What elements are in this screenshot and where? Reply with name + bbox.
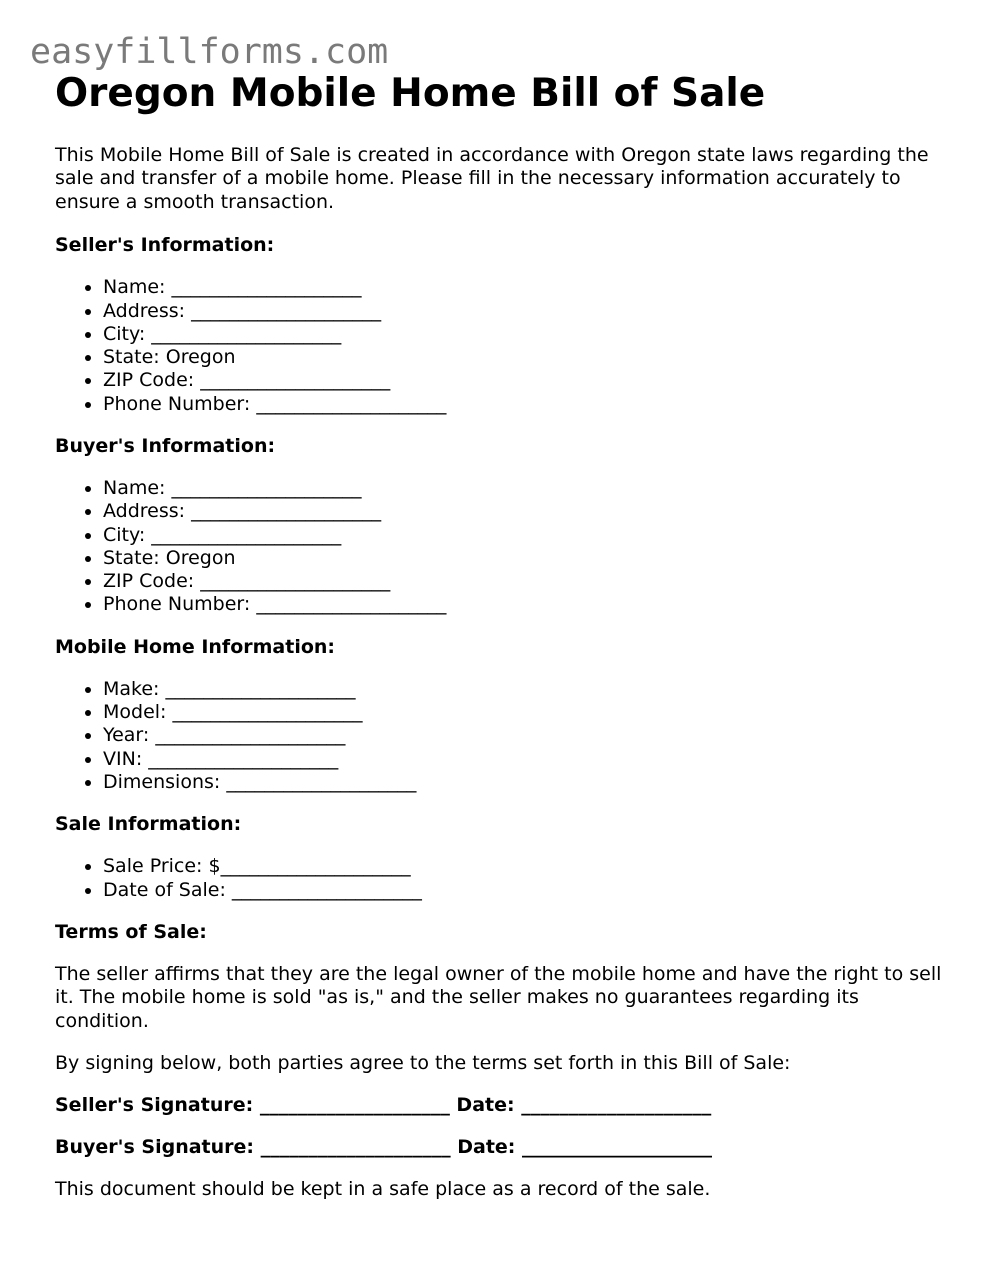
home-vin-field[interactable]: • VIN: ____________________ — [103, 748, 955, 771]
seller-phone-field[interactable]: • Phone Number: ____________________ — [103, 393, 955, 416]
home-dimensions-field[interactable]: • Dimensions: ____________________ — [103, 771, 955, 794]
seller-state-field: • State: Oregon — [103, 346, 955, 369]
terms-paragraph: The seller affirms that they are the legal owner of the mobile home and have the right to sell it. The mobile home is sold "as is," and the seller makes no guarantees regarding its condition. — [55, 962, 942, 1032]
sale-date-field[interactable]: • Date of Sale: ____________________ — [103, 879, 955, 902]
seller-signature-line[interactable] — [55, 1094, 955, 1117]
home-make-field[interactable]: • Make: ____________________ — [103, 678, 955, 701]
sale-price-field[interactable]: • Sale Price: $____________________ — [103, 855, 955, 878]
buyer-info-list — [55, 477, 955, 617]
home-model-field[interactable]: • Model: ____________________ — [103, 701, 955, 724]
footer-note: This document should be kept in a safe place as a record of the sale. — [55, 1178, 711, 1201]
page-title: Oregon Mobile Home Bill of Sale — [55, 71, 766, 116]
buyer-phone-field[interactable]: • Phone Number: ____________________ — [103, 593, 955, 616]
buyer-signature-line[interactable] — [55, 1136, 955, 1159]
home-year-field[interactable]: • Year: ____________________ — [103, 724, 955, 747]
seller-city-field[interactable]: • City: ____________________ — [103, 323, 955, 346]
mobile-home-heading: Mobile Home Information: — [55, 635, 336, 658]
intro-paragraph: This Mobile Home Bill of Sale is created in accordance with Oregon state laws regarding the sale and transfer of a mobile home. Please fill in the necessary information accurately to ensure a smooth transaction. — [55, 144, 929, 213]
buyer-city-field[interactable]: • City: ____________________ — [103, 524, 955, 547]
agreement-paragraph: By signing below, both parties agree to the terms set forth in this Bill of Sale: — [55, 1052, 791, 1075]
seller-signature-text: Seller's Signature: ____________________ Date: ____________________ — [55, 1094, 712, 1117]
seller-zip-field[interactable]: • ZIP Code: ____________________ — [103, 369, 955, 392]
sale-heading: Sale Information: — [55, 813, 242, 836]
buyer-heading: Buyer's Information: — [55, 435, 276, 457]
buyer-state-field: • State: Oregon — [103, 547, 955, 570]
seller-name-field[interactable]: • Name: ____________________ — [103, 276, 955, 299]
seller-heading: Seller's Information: — [55, 234, 275, 257]
seller-info-list — [55, 276, 955, 416]
seller-address-field[interactable]: • Address: ____________________ — [103, 300, 955, 323]
mobile-home-info-list — [55, 678, 955, 794]
buyer-name-field[interactable]: • Name: ____________________ — [103, 477, 955, 500]
document — [55, 68, 955, 1202]
buyer-signature-text: Buyer's Signature: ____________________ Date: ____________________ — [55, 1136, 713, 1159]
buyer-zip-field[interactable]: • ZIP Code: ____________________ — [103, 570, 955, 593]
buyer-address-field[interactable]: • Address: ____________________ — [103, 500, 955, 523]
watermark: easyfillforms.com — [30, 32, 389, 72]
terms-heading: Terms of Sale: — [55, 920, 207, 943]
sale-info-list — [55, 855, 955, 902]
